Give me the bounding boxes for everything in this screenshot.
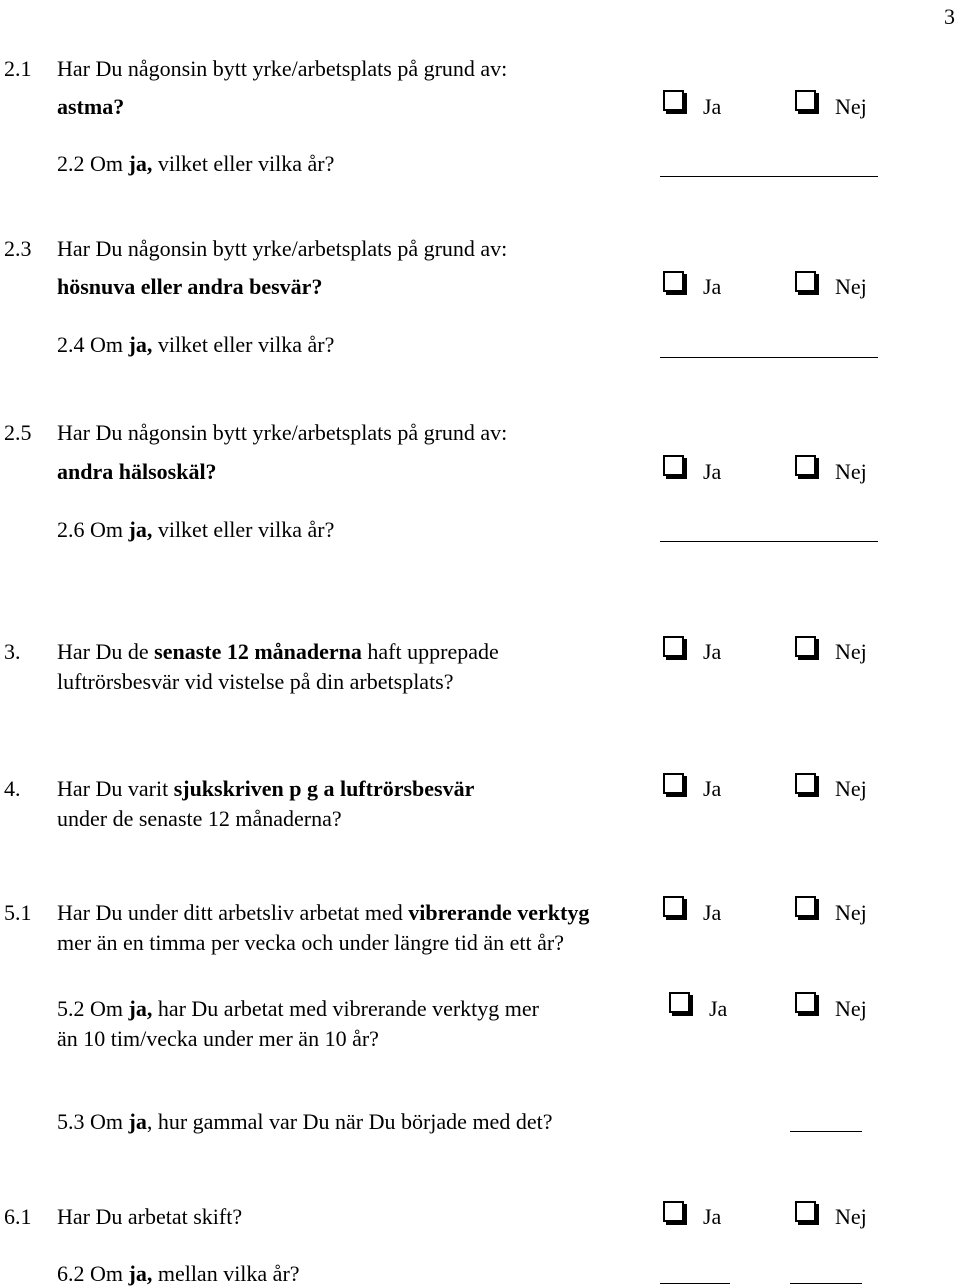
nej-label: Nej	[835, 900, 867, 925]
nej-label: Nej	[835, 274, 867, 299]
question-bold: astma?	[57, 94, 125, 119]
question-text	[57, 334, 334, 356]
nej-checkbox[interactable]	[795, 90, 816, 111]
ja-label: Ja	[703, 1204, 722, 1229]
question-number: 3.	[4, 639, 21, 664]
question-bold: hösnuva eller andra besvär?	[57, 274, 323, 299]
question-number: 4.	[4, 776, 21, 801]
question-prefix: Om	[90, 1109, 123, 1134]
nej-checkbox[interactable]	[795, 992, 816, 1013]
nej-label: Nej	[835, 996, 867, 1021]
ja-label: Ja	[709, 996, 728, 1021]
question-bold: andra hälsoskäl?	[57, 459, 217, 484]
nej-checkbox[interactable]	[795, 636, 816, 657]
nej-checkbox[interactable]	[795, 271, 816, 292]
years-input[interactable]	[660, 339, 878, 358]
question-bold: ja,	[128, 332, 153, 357]
question-subject	[57, 96, 124, 118]
question-number: 6.1	[4, 1204, 32, 1229]
ja-checkbox[interactable]	[663, 271, 684, 292]
question-number: 5.1	[4, 900, 32, 925]
nej-label: Nej	[835, 639, 867, 664]
question-number: 2.2	[57, 151, 85, 176]
question-text	[57, 902, 589, 924]
nej-label: Nej	[835, 776, 867, 801]
question-number: 6.2	[57, 1261, 85, 1286]
question-suffix: har Du arbetat med vibrerande verktyg mer	[157, 996, 539, 1021]
question-number: 2.4	[57, 332, 85, 357]
ja-label: Ja	[703, 459, 722, 484]
page-number: 3	[944, 4, 955, 29]
question-text: Har Du någonsin bytt yrke/arbetsplats på grund av:	[57, 236, 508, 261]
nej-checkbox[interactable]	[795, 773, 816, 794]
question-text	[57, 153, 334, 175]
question-prefix: Har Du de	[57, 639, 149, 664]
question-text	[57, 519, 334, 541]
question-text-line2: än 10 tim/vecka under mer än 10 år?	[57, 1026, 379, 1051]
question-bold: ja,	[128, 517, 153, 542]
question-text	[57, 641, 499, 663]
ja-label: Ja	[703, 639, 722, 664]
question-text-line2: luftrörsbesvär vid vistelse på din arbetsplats?	[57, 669, 454, 694]
ja-checkbox[interactable]	[669, 992, 690, 1013]
question-subject	[57, 276, 322, 298]
question-bold: senaste 12 månaderna	[154, 639, 362, 664]
question-text: Har Du någonsin bytt yrke/arbetsplats på grund av:	[57, 56, 508, 81]
ja-label: Ja	[703, 94, 722, 119]
ja-checkbox[interactable]	[663, 1201, 684, 1222]
question-text	[57, 1263, 300, 1285]
question-prefix: Om	[90, 517, 123, 542]
question-text-line2: mer än en timma per vecka och under längre tid än ett år?	[57, 930, 564, 955]
question-prefix: Har Du under ditt arbetsliv arbetat med	[57, 900, 403, 925]
years-input[interactable]	[660, 523, 878, 542]
question-number: 2.1	[4, 56, 32, 81]
question-bold: vibrerande verktyg	[408, 900, 590, 925]
question-suffix: vilket eller vilka år?	[157, 332, 335, 357]
question-suffix: , hur gammal var Du när Du började med det?	[146, 1109, 553, 1134]
question-bold: sjukskriven p g a luftrörsbesvär	[173, 776, 475, 801]
question-suffix: mellan vilka år?	[157, 1261, 300, 1286]
nej-label: Nej	[835, 1204, 867, 1229]
question-text-line2: under de senaste 12 månaderna?	[57, 806, 342, 831]
question-text	[57, 1111, 552, 1133]
years-input[interactable]	[660, 158, 878, 177]
ja-checkbox[interactable]	[663, 455, 684, 476]
question-bold: ja,	[128, 151, 153, 176]
nej-checkbox[interactable]	[795, 896, 816, 917]
question-number: 2.5	[4, 420, 32, 445]
question-text: Har Du arbetat skift?	[57, 1204, 243, 1229]
question-bold: ja	[128, 1109, 147, 1134]
nej-label: Nej	[835, 459, 867, 484]
question-suffix: haft upprepade	[367, 639, 499, 664]
question-bold: ja,	[128, 996, 153, 1021]
nej-checkbox[interactable]	[795, 1201, 816, 1222]
ja-checkbox[interactable]	[663, 90, 684, 111]
question-number: 2.3	[4, 236, 32, 261]
age-input[interactable]	[790, 1113, 862, 1132]
ja-label: Ja	[703, 776, 722, 801]
ja-checkbox[interactable]	[663, 773, 684, 794]
to-year-input[interactable]	[790, 1265, 862, 1284]
question-suffix: vilket eller vilka år?	[157, 151, 335, 176]
nej-label: Nej	[835, 94, 867, 119]
question-text: Har Du någonsin bytt yrke/arbetsplats på grund av:	[57, 420, 508, 445]
question-prefix: Om	[90, 332, 123, 357]
ja-label: Ja	[703, 900, 722, 925]
question-number: 5.3	[57, 1109, 85, 1134]
question-prefix: Om	[90, 1261, 123, 1286]
ja-label: Ja	[703, 274, 722, 299]
question-subject	[57, 461, 217, 483]
question-number: 2.6	[57, 517, 85, 542]
question-text	[57, 998, 539, 1020]
ja-checkbox[interactable]	[663, 636, 684, 657]
question-bold: ja,	[128, 1261, 153, 1286]
question-prefix: Om	[90, 996, 123, 1021]
question-prefix: Har Du varit	[57, 776, 169, 801]
question-suffix: vilket eller vilka år?	[157, 517, 335, 542]
nej-checkbox[interactable]	[795, 455, 816, 476]
question-prefix: Om	[90, 151, 123, 176]
question-text	[57, 778, 474, 800]
ja-checkbox[interactable]	[663, 896, 684, 917]
from-year-input[interactable]	[660, 1265, 730, 1284]
question-number: 5.2	[57, 996, 85, 1021]
